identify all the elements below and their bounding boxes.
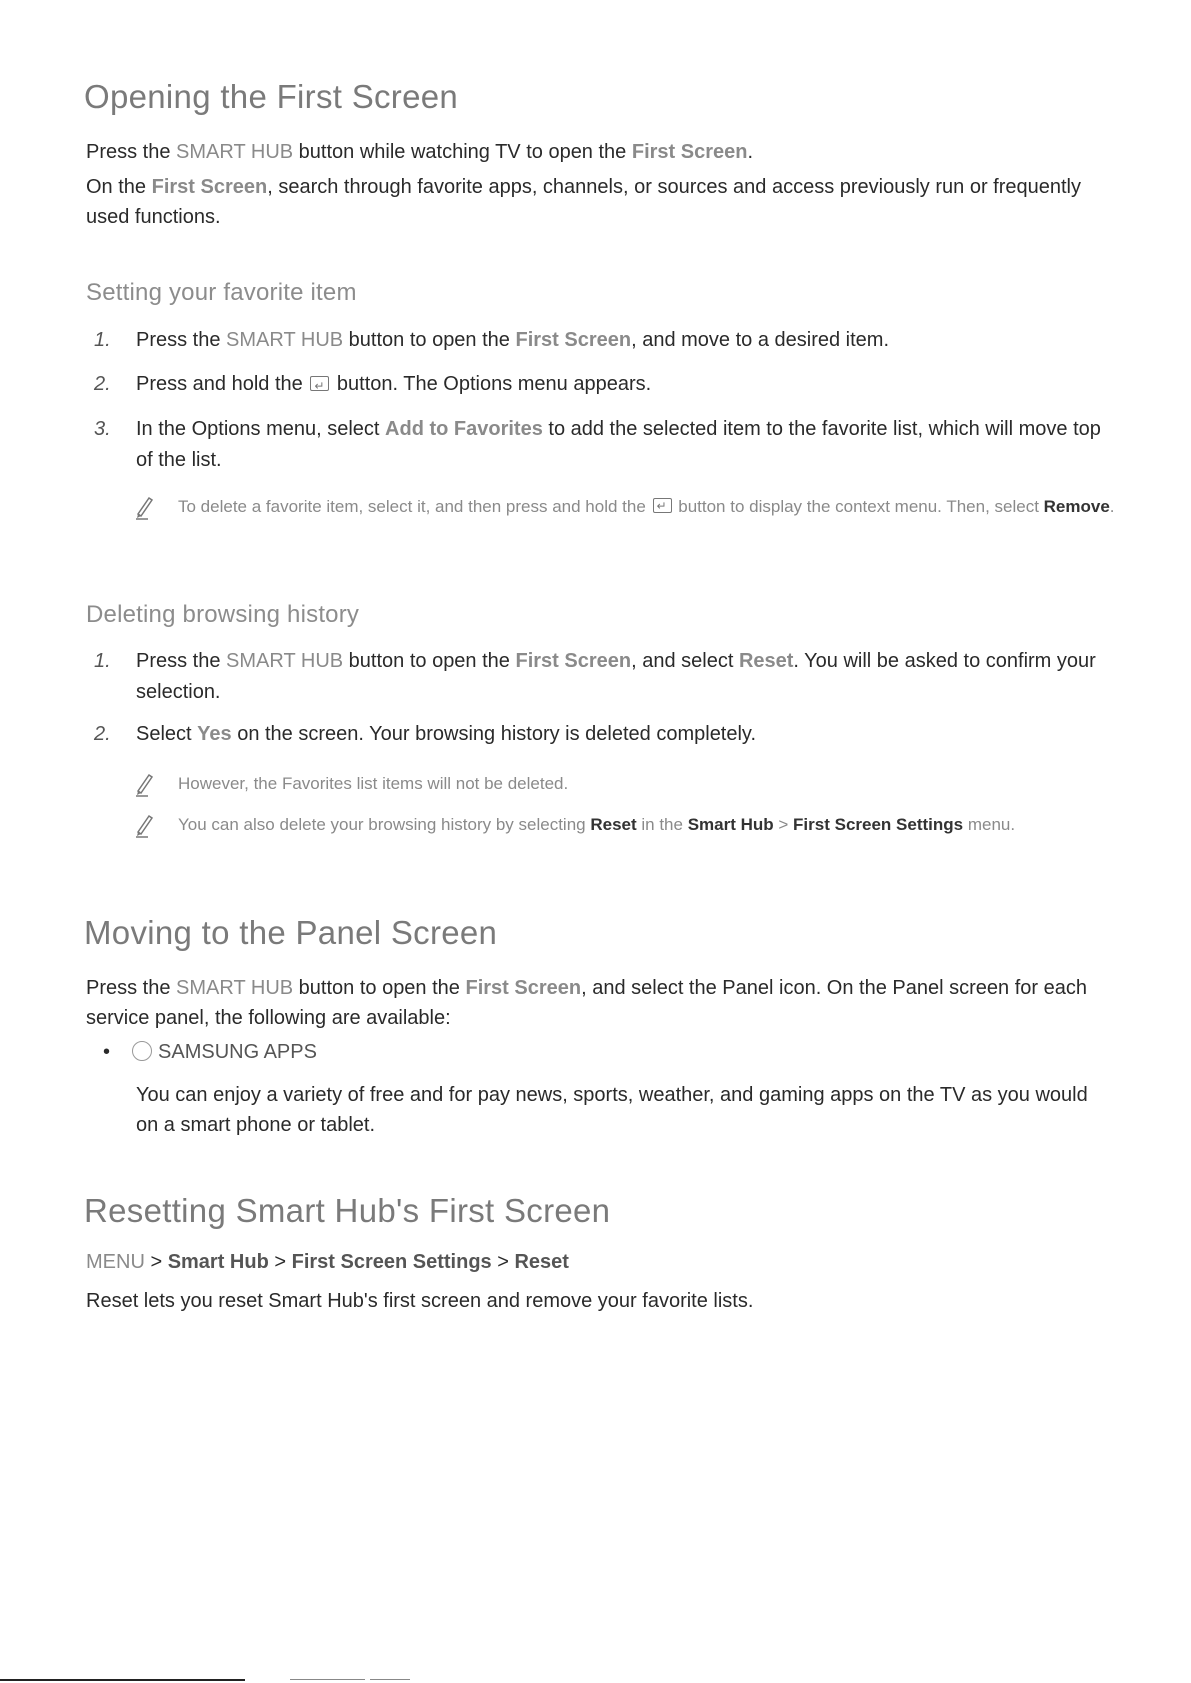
note: You can also delete your browsing history by selecting Reset in the Smart Hub > First Screen Settings menu.: [120, 812, 1110, 838]
samsung-apps-label: SAMSUNG APPS: [158, 1041, 317, 1063]
smart-hub-key: SMART HUB: [176, 977, 294, 999]
step-item: 2. Select Yes on the screen. Your browsing history is deleted completely.: [86, 719, 1126, 750]
paragraph: Reset lets you reset Smart Hub's first screen and remove your favorite lists.: [86, 1290, 754, 1312]
enter-button-icon: [653, 498, 672, 513]
section-title-panel: Moving to the Panel Screen: [84, 914, 498, 951]
bullet-item: [103, 1037, 317, 1067]
pen-note-icon: [134, 494, 156, 520]
menu-key: MENU: [86, 1251, 145, 1273]
first-screen-term: First Screen: [151, 176, 268, 198]
step-number: 3.: [94, 418, 111, 440]
note: To delete a favorite item, select it, and then press and hold the ↵ button to display the context menu. Then, select Remove.: [120, 494, 1110, 520]
subsection-title-deleting: Deleting browsing history: [86, 601, 360, 628]
enter-button-icon: [310, 376, 329, 391]
reset-term: Reset: [514, 1251, 569, 1273]
samsung-apps-icon: [132, 1041, 152, 1061]
step-item: 3. In the Options menu, select Add to Favorites to add the selected item to the favorite list, which will move top of the list.: [86, 414, 1126, 476]
first-screen-term: First Screen: [631, 141, 748, 163]
yes-term: Yes: [197, 723, 232, 745]
footer-rule: [0, 1679, 245, 1681]
reset-term: Reset: [738, 650, 794, 672]
step-item: 1. Press the SMART HUB button to open the First Screen, and move to a desired item.: [86, 325, 1126, 356]
paragraph: Press the SMART HUB button while watching TV to open the First Screen.: [86, 141, 754, 163]
add-to-favorites-term: Add to Favorites: [385, 418, 543, 440]
step-number: 1.: [94, 329, 111, 351]
pen-note-icon: [134, 812, 156, 838]
reset-term: Reset: [590, 815, 637, 834]
menu-path: MENU > Smart Hub > First Screen Settings > Reset: [86, 1251, 569, 1273]
paragraph: On the First Screen, search through favorite apps, channels, or sources and access previously run or frequently used functions.: [86, 176, 1081, 228]
note: However, the Favorites list items will not be deleted.: [120, 771, 1110, 797]
smart-hub-key: SMART HUB: [226, 329, 344, 351]
paragraph: You can enjoy a variety of free and for pay news, sports, weather, and gaming apps on the TV as you would on a smart phone or tablet.: [136, 1084, 1088, 1136]
pen-note-icon: [134, 771, 156, 797]
step-number: 2.: [94, 723, 111, 745]
paragraph: Press the SMART HUB button to open the First Screen, and select the Panel icon. On the Panel screen for each service panel, the following are available:: [86, 977, 1087, 1029]
smart-hub-term: Smart Hub: [167, 1251, 269, 1273]
subsection-title-favorite: Setting your favorite item: [86, 279, 357, 306]
step-number: 1.: [94, 650, 111, 672]
section-title-resetting: Resetting Smart Hub's First Screen: [84, 1192, 611, 1229]
remove-term: Remove: [1043, 497, 1110, 516]
smart-hub-key: SMART HUB: [176, 141, 294, 163]
first-screen-settings-term: First Screen Settings: [291, 1251, 492, 1273]
footer-rule: [370, 1679, 410, 1680]
section-title-opening: Opening the First Screen: [84, 78, 459, 115]
step-number: 2.: [94, 373, 111, 395]
smart-hub-term: Smart Hub: [687, 815, 774, 834]
first-screen-term: First Screen: [515, 650, 632, 672]
first-screen-settings-term: First Screen Settings: [793, 815, 964, 834]
footer-rule: [290, 1679, 365, 1680]
first-screen-term: First Screen: [515, 329, 632, 351]
first-screen-term: First Screen: [465, 977, 582, 999]
step-item: 1. Press the SMART HUB button to open the First Screen, and select Reset. You will be asked to confirm your selection.: [86, 646, 1126, 708]
smart-hub-key: SMART HUB: [226, 650, 344, 672]
bullet-dot: •: [103, 1041, 111, 1063]
step-item: 2. Press and hold the ↵ button. The Options menu appears.: [86, 369, 1126, 400]
